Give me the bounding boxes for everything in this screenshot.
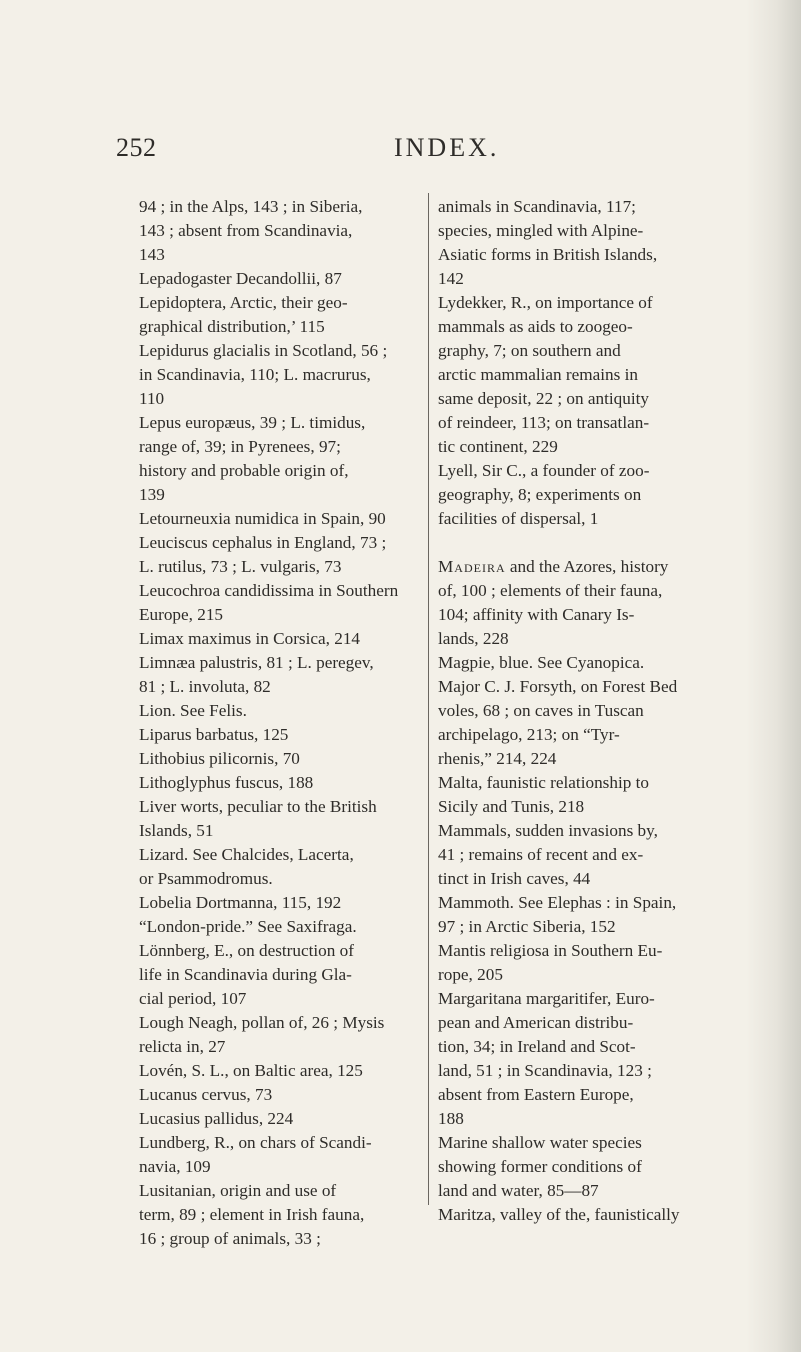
index-entry: Mantis religiosa in Southern Eu- rope, 205 — [438, 941, 663, 984]
index-entry: Limax maximus in Corsica, 214 — [139, 629, 361, 648]
index-entry: Lydekker, R., on importance of mammals as aids to zoogeo- graphy, 7; on southern and arctic mammalian remains in same deposit, 22 ; on antiquity of reindeer, 113; on transatlan- tic continent, 229 — [438, 293, 653, 456]
index-entry: Magpie, blue. See Cyanopica. — [438, 653, 645, 672]
index-entry: Liver worts, peculiar to the British Islands, 51 — [139, 797, 377, 840]
index-column-left — [139, 195, 429, 1251]
index-entry: Lobelia Dortmanna, 115, 192 — [139, 893, 342, 912]
index-entry: Lusitanian, origin and use of term, 89 ; element in Irish fauna, 16 ; group of animals, 33 ; — [139, 1181, 365, 1248]
page-header — [116, 133, 716, 173]
index-entry: Marine shallow water species showing former conditions of land and water, 85—87 — [438, 1133, 642, 1200]
index-entry: Lucasius pallidus, 224 — [139, 1109, 294, 1128]
index-entry: Mammals, sudden invasions by, 41 ; remains of recent and ex- tinct in Irish caves, 44 — [438, 821, 658, 888]
index-entry: Lepus europæus, 39 ; L. timidus, range of, 39; in Pyrenees, 97; history and probable origin of, 139 — [139, 413, 366, 504]
page-edge-shadow — [746, 0, 801, 1352]
index-entry: Maritza, valley of the, faunistically — [438, 1205, 680, 1224]
index-entry: Leucochroa candidissima in Southern Europe, 215 — [139, 581, 399, 624]
running-title: INDEX. — [394, 133, 500, 162]
index-column-right — [438, 195, 738, 1227]
index-entry: Limnæa palustris, 81 ; L. peregev, 81 ; L. involuta, 82 — [139, 653, 374, 696]
column-divider — [428, 193, 429, 1205]
index-entry: Leuciscus cephalus in England, 73 ; L. rutilus, 73 ; L. vulgaris, 73 — [139, 533, 387, 576]
index-entry: Lepidurus glacialis in Scotland, 56 ; in Scandinavia, 110; L. macrurus, 110 — [139, 341, 388, 408]
index-entry: Lucanus cervus, 73 — [139, 1085, 273, 1104]
page-number: 252 — [116, 133, 157, 162]
index-entry: Lovén, S. L., on Baltic area, 125 — [139, 1061, 363, 1080]
index-entry: Lough Neagh, pollan of, 26 ; Mysis relicta in, 27 — [139, 1013, 385, 1056]
index-entry: Lepidoptera, Arctic, their geo- graphical distribution,’ 115 — [139, 293, 348, 336]
index-entry: Major C. J. Forsyth, on Forest Bed voles, 68 ; on caves in Tuscan archipelago, 213; on “Tyr- rhenis,” 214, 224 — [438, 677, 678, 768]
index-entry: “London-pride.” See Saxifraga. — [139, 917, 357, 936]
index-entry: Madeira and the Azores, history of, 100 ; elements of their fauna, 104; affinity with Canary Is- lands, 228 — [438, 557, 669, 648]
index-entry: Liparus barbatus, 125 — [139, 725, 289, 744]
index-entry: Lepadogaster Decandollii, 87 — [139, 269, 342, 288]
index-entry: Lithobius pilicornis, 70 — [139, 749, 300, 768]
index-entry: Lithoglyphus fuscus, 188 — [139, 773, 314, 792]
index-entry: Malta, faunistic relationship to Sicily and Tunis, 218 — [438, 773, 649, 816]
index-entry-continued: animals in Scandinavia, 117; species, mingled with Alpine- Asiatic forms in British Islands, 142 — [438, 197, 658, 288]
index-entry: Lion. See Felis. — [139, 701, 247, 720]
index-entry: Lizard. See Chalcides, Lacerta, or Psammodromus. — [139, 845, 354, 888]
section-keyword: Madeira — [438, 557, 506, 576]
index-entry: Lönnberg, E., on destruction of life in Scandinavia during Gla- cial period, 107 — [139, 941, 354, 1008]
index-entry: 94 ; in the Alps, 143 ; in Siberia, 143 ; absent from Scandinavia, 143 — [139, 197, 363, 264]
index-entry: Mammoth. See Elephas : in Spain, 97 ; in Arctic Siberia, 152 — [438, 893, 677, 936]
index-entry: Lyell, Sir C., a founder of zoo- geography, 8; experiments on facilities of dispersal, 1 — [438, 461, 650, 528]
index-entry: Lundberg, R., on chars of Scandi- navia, 109 — [139, 1133, 372, 1176]
index-entry: Letourneuxia numidica in Spain, 90 — [139, 509, 386, 528]
index-entry: Margaritana margaritifer, Euro- pean and American distribu- tion, 34; in Ireland and Scot- land, 51 ; in Scandinavia, 123 ; absent from Eastern Europe, 188 — [438, 989, 655, 1128]
